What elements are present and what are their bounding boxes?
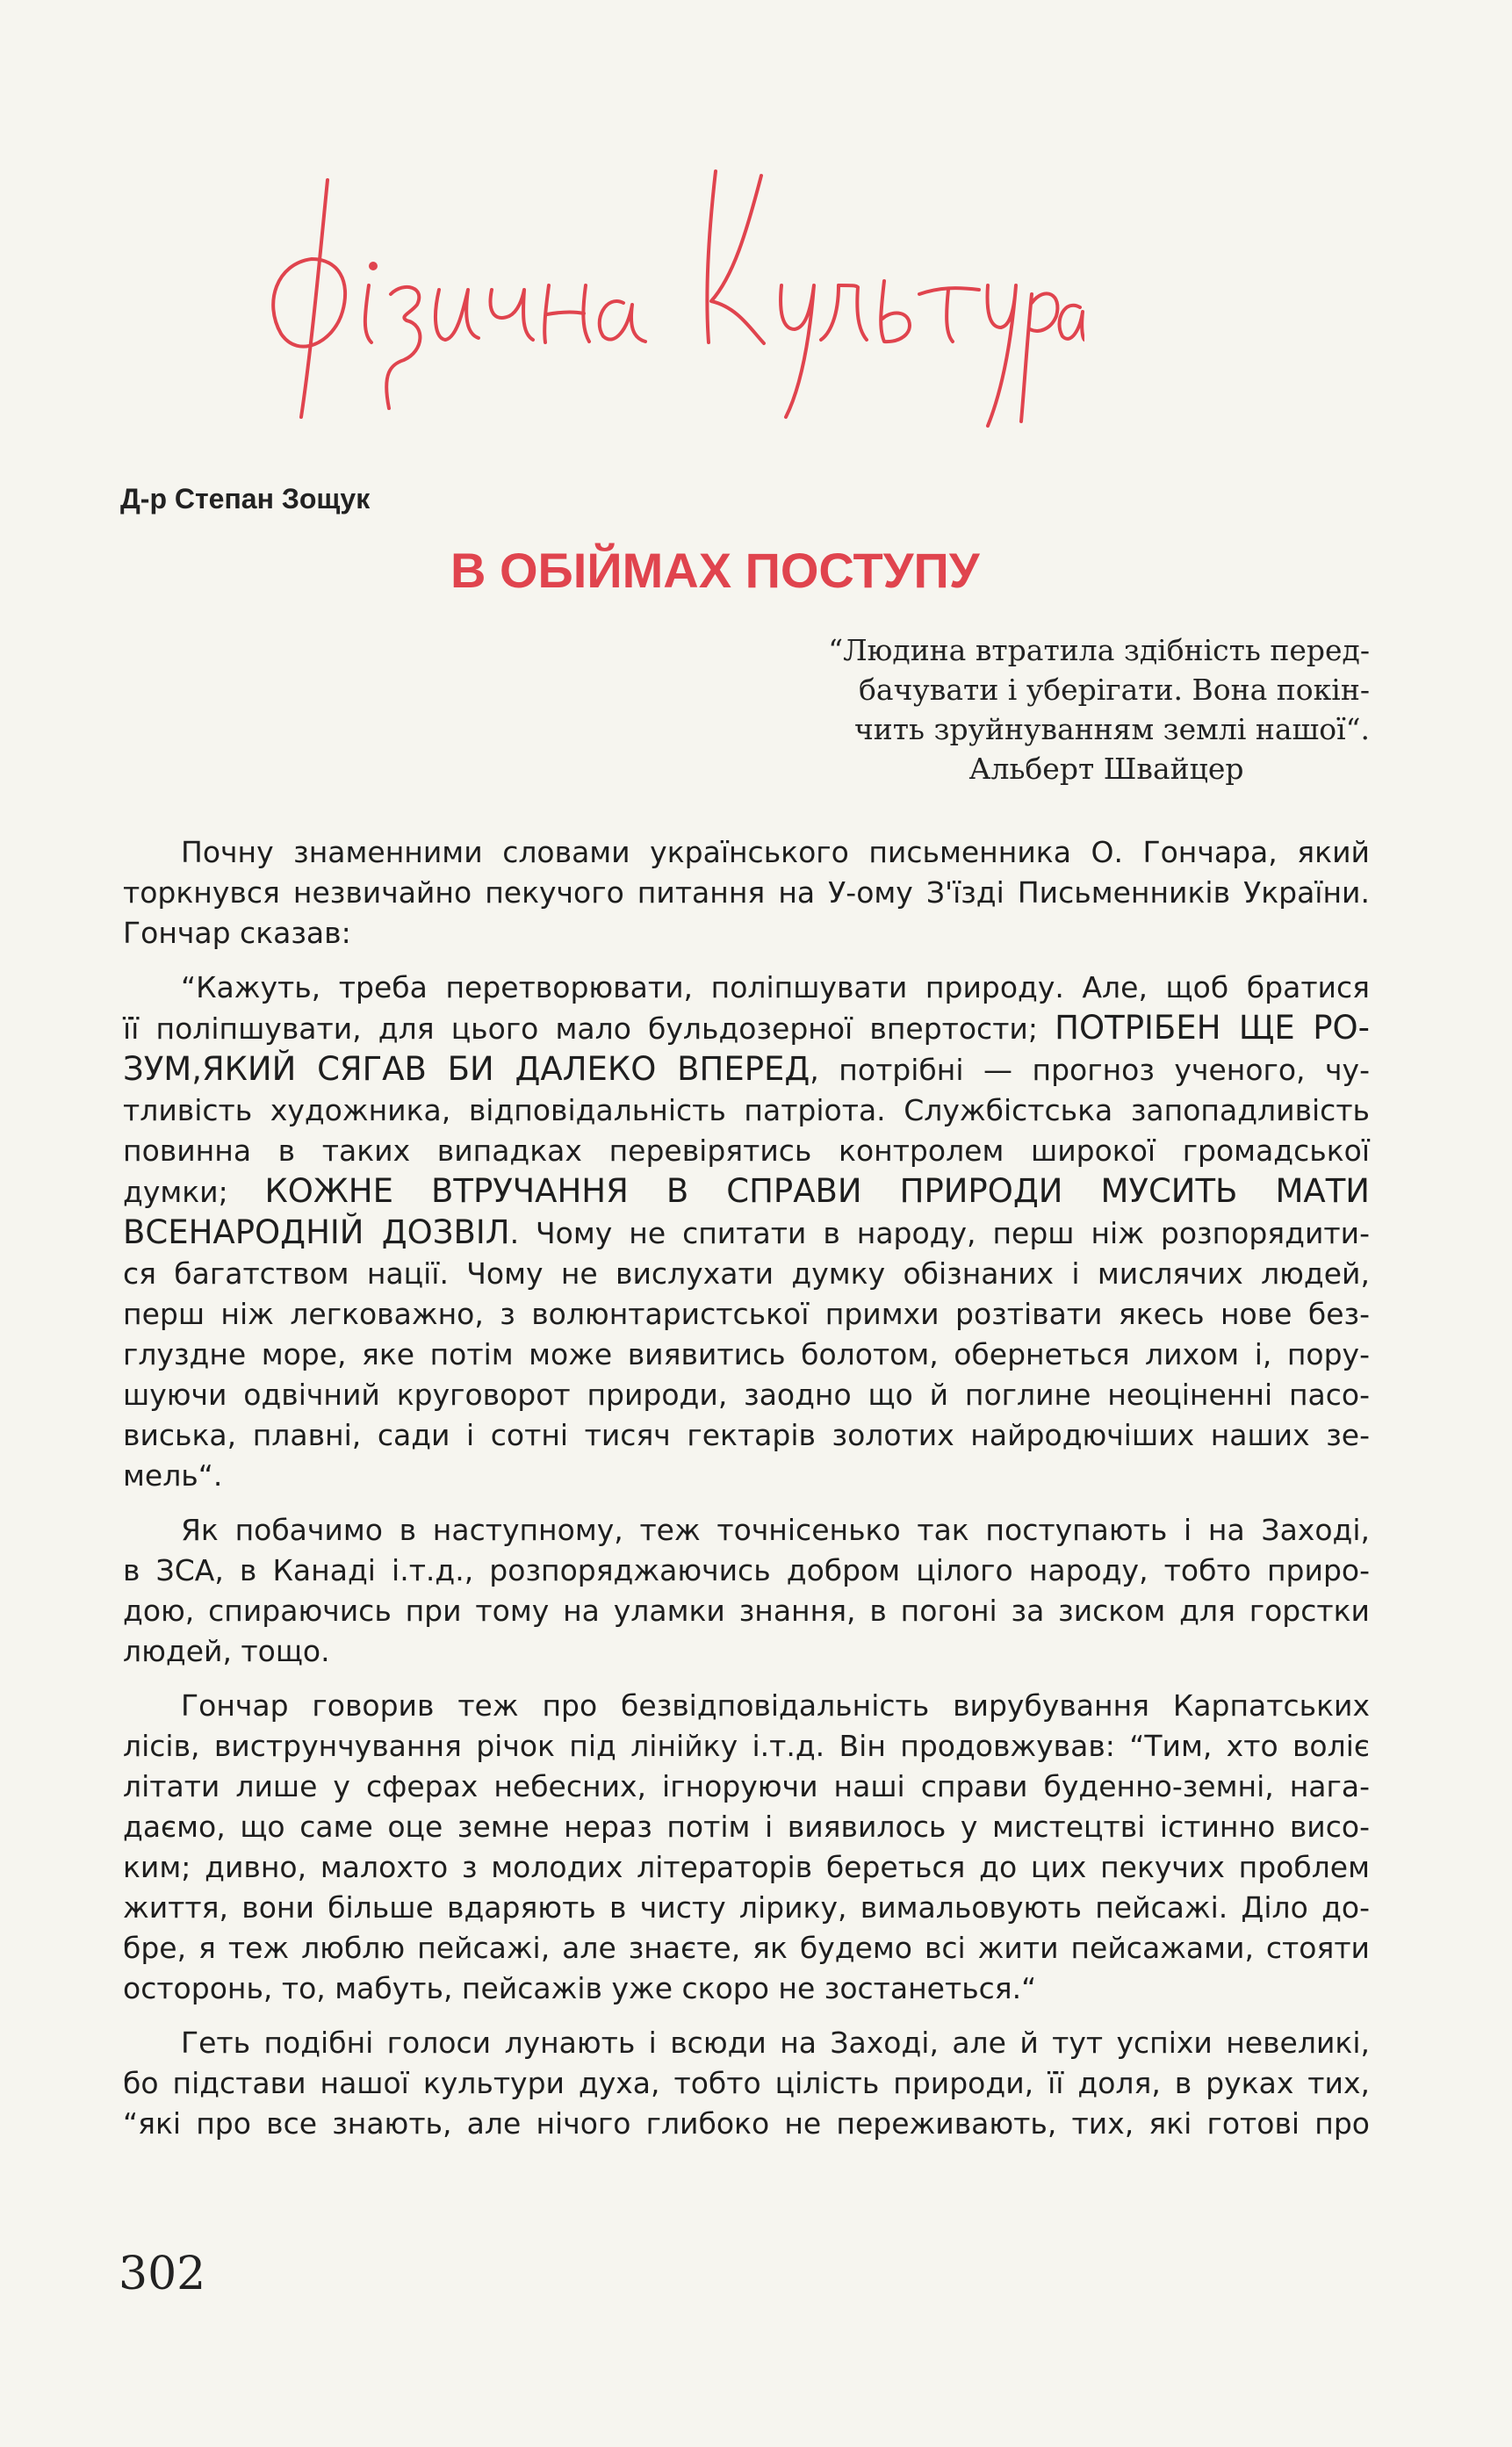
text-run: думки;: [123, 1175, 228, 1209]
epigraph: [738, 630, 1370, 788]
text-line: повинна в таких випадках перевірятись контролем широкої громадської: [123, 1134, 1370, 1168]
epigraph-line: бачувати і уберігати. Вона покін-: [859, 673, 1370, 707]
article-body: [123, 832, 1370, 2158]
emphasis-caps: ЗУМ,ЯКИЙ СЯГАВ БИ ДАЛЕКО ВПЕРЕД: [123, 1050, 810, 1088]
section-heading: [259, 154, 1084, 443]
text-line: “Кажуть, треба перетворювати, поліпшувати природу. Але, щоб братися: [181, 970, 1370, 1004]
article-title: В ОБІЙМАХ ПОСТУПУ: [450, 543, 980, 598]
text-line: даємо, що саме оце земне нераз потім і виявилось у мистецтві істинно висо-: [123, 1810, 1370, 1844]
text-line: осторонь, то, мабуть, пейсажів уже скоро не зостанеться.“: [123, 1971, 1037, 2005]
text-line: виська, плавні, сади і сотні тисяч гектарів золотих найродючіших наших зе-: [123, 1418, 1370, 1452]
text-line: бре, я теж люблю пейсажі, але знаєте, як будемо всі жити пейсажами, стояти: [123, 1931, 1370, 1965]
text-line: життя, вони більше вдаряють в чисту лірику, вимальовують пейсажі. Діло до-: [123, 1890, 1370, 1925]
text-line: глуздне море, яке потім може виявитись болотом, обернеться лихом і, пору-: [123, 1337, 1370, 1371]
text-run: . Чому не спитати в народу, перш ніж розпорядити-: [509, 1216, 1370, 1250]
epigraph-line: чить зруйнуванням землі нашої“.: [853, 712, 1370, 746]
paragraph: [123, 968, 1370, 1496]
text-line: Як побачимо в наступному, теж точнісенько так поступають і на Заході,: [181, 1513, 1370, 1547]
author-name: Д-р Степан Зощук: [120, 483, 371, 515]
text-line: [123, 1008, 1370, 1049]
page-number: 302: [119, 2248, 206, 2300]
text-line: ким; дивно, малохто з молодих літераторів береться до цих пекучих проблем: [123, 1850, 1370, 1884]
text-line: мель“.: [123, 1458, 223, 1493]
emphasis-caps: ВСЕНАРОДНІЙ ДОЗВІЛ: [123, 1213, 510, 1251]
text-line: [123, 1213, 1370, 1254]
paragraph: [123, 832, 1370, 954]
text-line: перш ніж легковажно, з волюнтаристської примхи розтівати якесь нове без-: [123, 1297, 1370, 1331]
paragraph: [123, 1686, 1370, 2009]
text-line: торкнувся незвичайно пекучого питання на У-ому З'їзді Письменників України.: [123, 875, 1370, 910]
text-line: Геть подібні голоси лунають і всюди на Заході, але й тут успіхи невеликі,: [181, 2026, 1370, 2060]
text-line: [123, 1049, 1370, 1090]
text-line: Почну знаменними словами українського письменника О. Гончара, який: [181, 835, 1370, 869]
text-line: тливість художника, відповідальність патріота. Службістська запопадливість: [123, 1093, 1370, 1127]
text-line: лісів, виструнчування річок під лінійку і.т.д. Він продовжував: “Тим, хто воліє: [123, 1729, 1370, 1763]
text-line: літати лише у сферах небесних, ігноруючи наші справи буденно-земні, нага-: [123, 1769, 1370, 1803]
paragraph: [123, 2023, 1370, 2144]
text-line: ся багатством нації. Чому не вислухати думку обізнаних і мислячих людей,: [123, 1256, 1370, 1291]
section-heading-lettering: [259, 154, 1084, 443]
text-line: в ЗСА, в Канаді і.т.д., розпоряджаючись добром цілого народу, тобто приро-: [123, 1553, 1370, 1587]
emphasis-caps: КОЖНЕ ВТРУЧАННЯ В СПРАВИ ПРИРОДИ МУСИТЬ МАТИ: [264, 1172, 1370, 1210]
epigraph-line: “Людина втратила здібність перед-: [828, 633, 1370, 667]
text-line: Гончар сказав:: [123, 916, 351, 950]
text-line: бо підстави нашої культури духа, тобто цілість природи, її доля, в руках тих,: [123, 2066, 1370, 2100]
text-line: шуючи одвічний круговорот природи, заодно що й поглине неоціненні пасо-: [123, 1378, 1370, 1412]
text-run: , потрібні — прогноз ученого, чу-: [810, 1053, 1370, 1087]
text-line: Гончар говорив теж про безвідповідальність вирубування Карпатських: [181, 1688, 1370, 1723]
paragraph: [123, 1510, 1370, 1672]
text-line: “які про все знають, але нічого глибоко не переживають, тих, які готові про: [123, 2106, 1370, 2141]
text-line: [123, 1171, 1370, 1213]
text-run: її поліпшувати, для цього мало бульдозерної впертости;: [123, 1011, 1038, 1046]
text-line: дою, спираючись при тому на уламки знання, в погоні за зиском для горстки: [123, 1594, 1370, 1628]
epigraph-attribution: Альберт Швайцер: [968, 752, 1244, 786]
text-line: людей, тощо.: [123, 1634, 330, 1668]
emphasis-caps: ПОТРІБЕН ЩЕ РО-: [1055, 1009, 1370, 1047]
